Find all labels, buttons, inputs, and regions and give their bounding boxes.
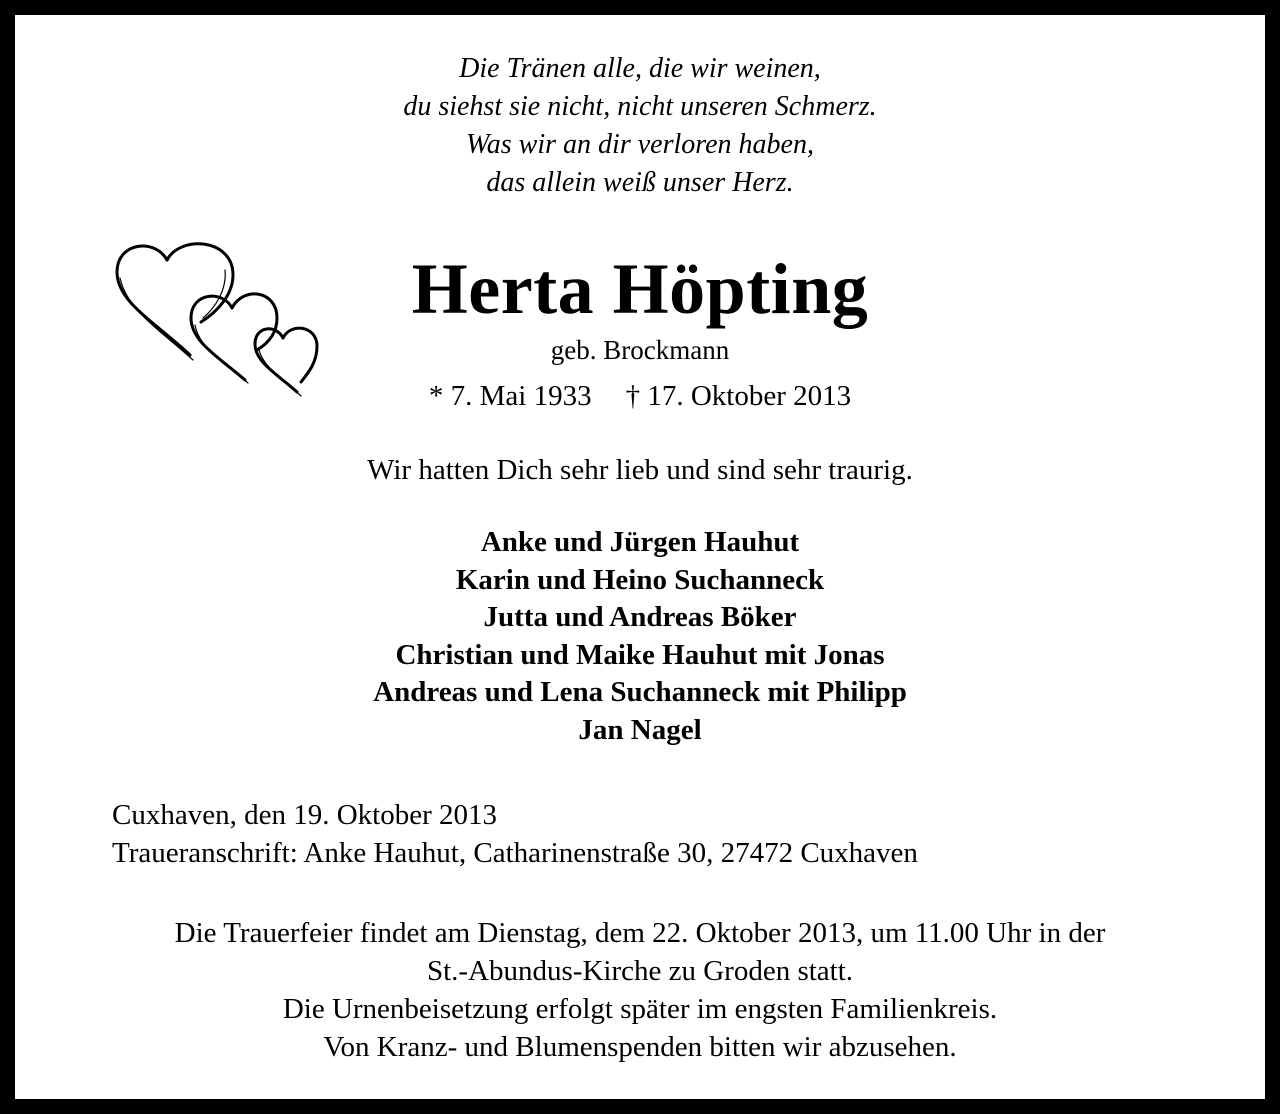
family-member: Jan Nagel bbox=[578, 713, 702, 746]
mourning-line: Wir hatten Dich sehr lieb und sind sehr traurig. bbox=[367, 454, 913, 486]
death-date: † 17. Oktober 2013 bbox=[625, 380, 852, 412]
deceased-name: Herta Höpting bbox=[411, 249, 869, 329]
family-member: Anke und Jürgen Hauhut bbox=[480, 526, 800, 558]
service-line: Die Urnenbeisetzung erfolgt später im engsten Familienkreis. bbox=[282, 993, 998, 1025]
poem-line: du siehst sie nicht, nicht unseren Schmerz. bbox=[403, 91, 877, 122]
family-member: Christian und Maike Hauhut mit Jonas bbox=[395, 638, 885, 671]
place-date: Cuxhaven, den 19. Oktober 2013 bbox=[112, 799, 497, 831]
birth-date: * 7. Mai 1933 bbox=[428, 380, 592, 412]
poem-line: das allein weiß unser Herz. bbox=[486, 167, 794, 198]
family-member: Jutta und Andreas Böker bbox=[483, 601, 797, 634]
poem-line: Die Tränen alle, die wir weinen, bbox=[459, 53, 821, 84]
life-dates bbox=[0, 378, 1280, 414]
service-line: St.-Abundus-Kirche zu Groden statt. bbox=[426, 955, 854, 987]
poem bbox=[0, 50, 1280, 202]
service-info bbox=[0, 914, 1280, 1066]
family-member: Andreas und Lena Suchanneck mit Philipp bbox=[373, 676, 907, 709]
poem-line: Was wir an dir verloren haben, bbox=[466, 129, 814, 160]
family-member: Karin und Heino Suchanneck bbox=[455, 563, 825, 596]
maiden-name: geb. Brockmann bbox=[550, 335, 730, 365]
mourning-address: Traueranschrift: Anke Hauhut, Catharinenstraße 30, 27472 Cuxhaven bbox=[112, 837, 918, 869]
family-list bbox=[0, 524, 1280, 750]
place-and-address bbox=[112, 796, 918, 872]
service-line: Die Trauerfeier findet am Dienstag, dem 22. Oktober 2013, um 11.00 Uhr in der bbox=[174, 917, 1106, 949]
service-line: Von Kranz- und Blumenspenden bitten wir abzusehen. bbox=[323, 1031, 957, 1063]
